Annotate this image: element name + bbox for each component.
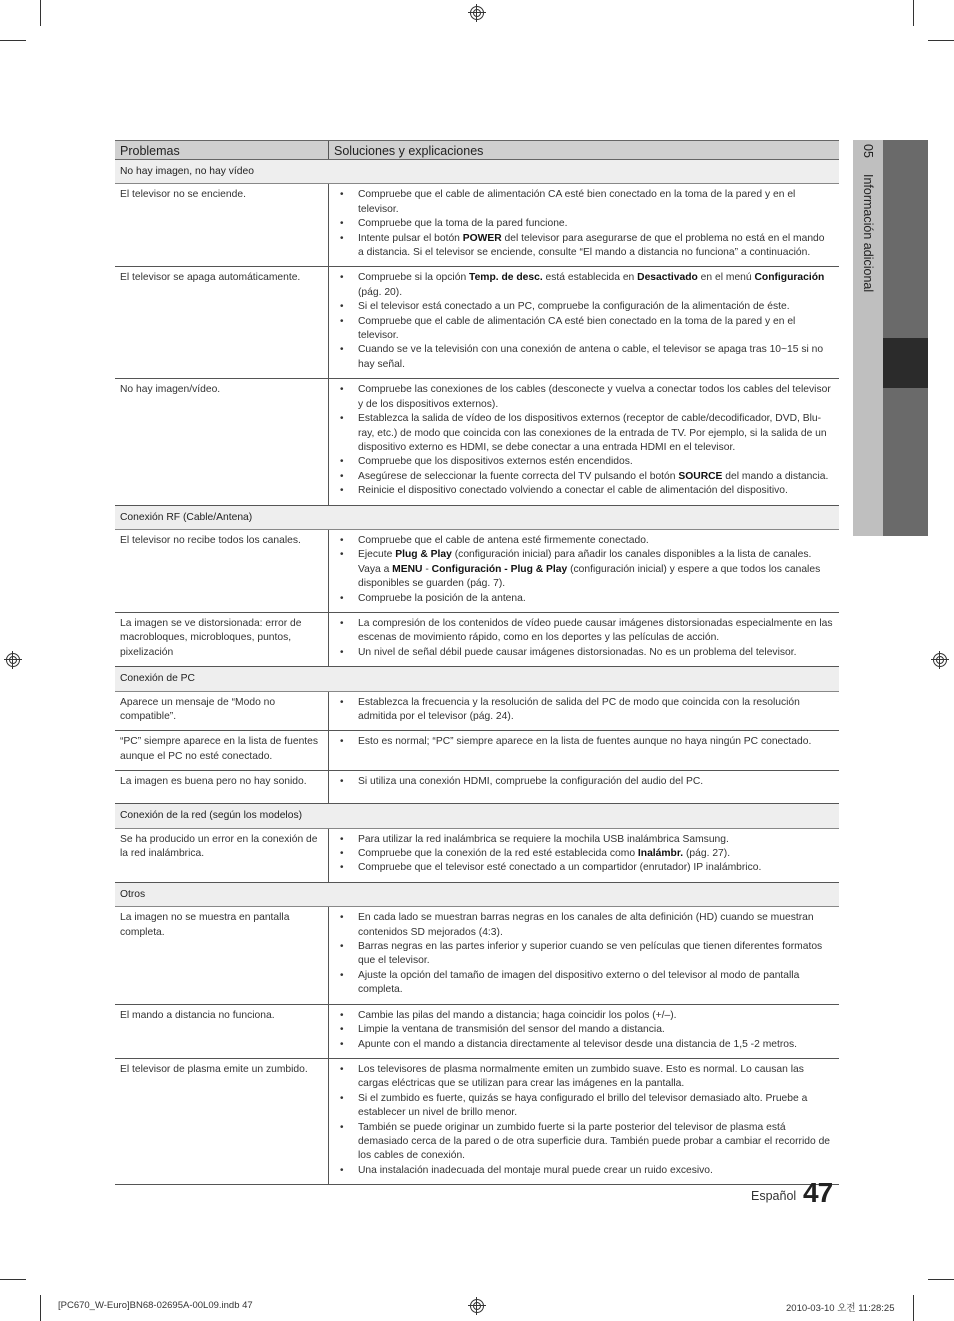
table-row [115, 184, 839, 267]
crop-mark [0, 40, 26, 41]
solutions-list [329, 696, 833, 725]
problem-cell: La imagen no se muestra en pantalla completa. [115, 907, 329, 1004]
crop-mark [928, 40, 954, 41]
chapter-tab-marker [883, 338, 928, 388]
solutions-list [329, 617, 833, 660]
solutions-cell [329, 379, 840, 505]
solution-item: • La compresión de los contenidos de vídeo puede causar imágenes distorsionadas especialmente en las escenas de movimiento rápido, como en los deportes y las películas de acción. [358, 617, 833, 646]
section-title: Conexión de la red (según los modelos) [115, 804, 839, 828]
section-title: Conexión RF (Cable/Antena) [115, 505, 839, 529]
solution-item: • Apunte con el mando a distancia directamente al televisor desde una distancia de 1,5 -2 metros. [358, 1038, 833, 1052]
section-header [115, 667, 839, 691]
registration-mark-icon [4, 651, 22, 669]
solution-item: • Asegúrese de seleccionar la fuente correcta del TV pulsando el botón SOURCE del mando a distancia. [358, 470, 833, 484]
section-header [115, 804, 839, 828]
table-row [115, 379, 839, 505]
solution-item: • En cada lado se muestran barras negras en los canales de alta definición (HD) cuando se muestran contenidos SD mejorados (4:3). [358, 911, 833, 940]
table-row [115, 731, 839, 771]
problem-cell: El televisor se apaga automáticamente. [115, 267, 329, 379]
problem-cell: No hay imagen/vídeo. [115, 379, 329, 505]
solutions-list [329, 1009, 833, 1052]
crop-mark [0, 1279, 26, 1280]
table-row [115, 267, 839, 379]
solution-item: • Compruebe si la opción Temp. de desc. está establecida en Desactivado en el menú Configuración (pág. 20). [358, 271, 833, 300]
chapter-tab [853, 140, 928, 536]
solutions-list [329, 735, 833, 749]
header-problems: Problemas [115, 141, 329, 160]
table-row [115, 691, 839, 731]
crop-mark [913, 1295, 914, 1321]
solutions-cell [329, 612, 840, 666]
footer-language: Español [751, 1189, 797, 1203]
table-row [115, 907, 839, 1004]
chapter-number: 05 [861, 144, 875, 158]
table-row [115, 828, 839, 882]
solutions-cell [329, 691, 840, 731]
solution-item: • Compruebe que el cable de alimentación CA esté bien conectado en la toma de la pared y en el televisor. [358, 188, 833, 217]
problem-cell: El televisor no se enciende. [115, 184, 329, 267]
solutions-list [329, 911, 833, 997]
section-header [115, 160, 839, 184]
solution-item: • Ejecute Plug & Play (configuración inicial) para añadir los canales disponibles a la lista de canales. Vaya a MENU - Configuración - Plug & Play (configuración inicial) y espere a que todos los canales disponibles se guarden (pág. 7). [358, 548, 833, 591]
solutions-list [329, 833, 833, 876]
header-solutions: Soluciones y explicaciones [329, 141, 840, 160]
solution-item: • Compruebe que el cable de antena esté firmemente conectado. [358, 534, 833, 548]
page-number: 47 [803, 1177, 833, 1208]
solution-item: • Intente pulsar el botón POWER del televisor para asegurarse de que el problema no está en el mando a distancia. Si el televisor se enciende, consulte “El mando a distancia no funciona” a continuación. [358, 232, 833, 261]
crop-mark [40, 1295, 41, 1321]
solutions-list [329, 1063, 833, 1178]
problem-cell: El mando a distancia no funciona. [115, 1004, 329, 1058]
solution-item: • Los televisores de plasma normalmente emiten un zumbido suave. Esto es normal. Lo causan las cargas eléctricas que se utilizan para crear las imágenes en la pantalla. [358, 1063, 833, 1092]
solutions-cell [329, 771, 840, 804]
registration-mark-icon [931, 651, 949, 669]
table-header [115, 141, 839, 160]
solutions-list [329, 383, 833, 498]
table-row [115, 1058, 839, 1184]
crop-mark [913, 0, 914, 26]
solutions-cell [329, 828, 840, 882]
table-row [115, 529, 839, 612]
solution-item: • Limpie la ventana de transmisión del sensor del mando a distancia. [358, 1023, 833, 1037]
solutions-list [329, 534, 833, 606]
chapter-title: Información adicional [861, 174, 875, 293]
solutions-list [329, 775, 833, 789]
solutions-cell [329, 1004, 840, 1058]
solutions-list [329, 188, 833, 260]
solution-item: • Si el televisor está conectado a un PC, compruebe la configuración de la alimentación de éste. [358, 300, 833, 314]
solutions-cell [329, 1058, 840, 1184]
file-info: [PC670_W-Euro]BN68-02695A-00L09.indb 47 [58, 1300, 253, 1311]
solutions-cell [329, 731, 840, 771]
solution-item: • Barras negras en las partes inferior y superior cuando se ven películas que tienen diferentes formatos que el televisor. [358, 940, 833, 969]
solution-item: • Compruebe que el cable de alimentación CA esté bien conectado en la toma de la pared y en el televisor. [358, 315, 833, 344]
section-title: Conexión de PC [115, 667, 839, 691]
problem-cell: Aparece un mensaje de “Modo no compatible”. [115, 691, 329, 731]
solution-item: • Compruebe las conexiones de los cables (desconecte y vuelva a conectar todos los cables del televisor y de los dispositivos externos). [358, 383, 833, 412]
solution-item: • Establezca la frecuencia y la resolución de salida del PC de modo que coincida con la resolución admitida por el televisor (pág. 24). [358, 696, 833, 725]
problem-cell: “PC” siempre aparece en la lista de fuentes aunque el PC no esté conectado. [115, 731, 329, 771]
solution-item: • Compruebe que la conexión de la red esté establecida como Inalámbr. (pág. 27). [358, 847, 833, 861]
solutions-cell [329, 907, 840, 1004]
table-row [115, 771, 839, 804]
solution-item: • Esto es normal; “PC” siempre aparece en la lista de fuentes aunque no haya ningún PC conectado. [358, 735, 833, 749]
problem-cell: Se ha producido un error en la conexión de la red inalámbrica. [115, 828, 329, 882]
solution-item: • Un nivel de señal débil puede causar imágenes distorsionadas. No es un problema del televisor. [358, 646, 833, 660]
table-row [115, 612, 839, 666]
print-timestamp: 2010-03-10 오전 11:28:25 [786, 1303, 895, 1314]
solution-item: • Compruebe que la toma de la pared funcione. [358, 217, 833, 231]
section-title: Otros [115, 882, 839, 906]
section-title: No hay imagen, no hay vídeo [115, 160, 839, 184]
section-header [115, 882, 839, 906]
solution-item: • Reinicie el dispositivo conectado volviendo a conectar el cable de alimentación del dispositivo. [358, 484, 833, 498]
table-row [115, 1004, 839, 1058]
solutions-list [329, 271, 833, 372]
solution-item: • Establezca la salida de vídeo de los dispositivos externos (receptor de cable/decodificador, DVD, Blu-ray, etc.) de modo que coincida con las conexiones de la entrada de TV. Por ejemplo, si la salida de un dispositivo externo es HDMI, se debe conectar a una entrada HDMI en el televisor. [358, 412, 833, 455]
solution-item: • Si el zumbido es fuerte, quizás se haya configurado el brillo del televisor demasiado alto. Pruebe a establecer un nivel de brillo menor. [358, 1092, 833, 1121]
solution-item: • Cambie las pilas del mando a distancia; haga coincidir los polos (+/–). [358, 1009, 833, 1023]
registration-mark-icon [468, 1297, 486, 1315]
registration-mark-icon [468, 4, 486, 22]
solution-item: • Para utilizar la red inalámbrica se requiere la mochila USB inalámbrica Samsung. [358, 833, 833, 847]
problem-cell: El televisor no recibe todos los canales. [115, 529, 329, 612]
solution-item: • También se puede originar un zumbido fuerte si la parte posterior del televisor de plasma está demasiado cerca de la pared o de otra superficie dura. También puede probar a cambiar el recorrido de los cables de conexión. [358, 1121, 833, 1164]
problem-cell: La imagen se ve distorsionada: error de macrobloques, microbloques, puntos, pixelización [115, 612, 329, 666]
problem-cell: La imagen es buena pero no hay sonido. [115, 771, 329, 804]
solutions-cell [329, 184, 840, 267]
troubleshooting-table [115, 140, 839, 1185]
solution-item: • Ajuste la opción del tamaño de imagen del dispositivo externo o del televisor al modo de pantalla completa. [358, 969, 833, 998]
crop-mark [40, 0, 41, 26]
solution-item: • Compruebe que el televisor esté conectado a un compartidor (enrutador) IP inalámbrico. [358, 861, 833, 875]
problem-cell: El televisor de plasma emite un zumbido. [115, 1058, 329, 1184]
crop-mark [928, 1279, 954, 1280]
solution-item: • Una instalación inadecuada del montaje mural puede crear un ruido excesivo. [358, 1164, 833, 1178]
solution-item: • Si utiliza una conexión HDMI, compruebe la configuración del audio del PC. [358, 775, 833, 789]
solution-item: • Compruebe que los dispositivos externos estén encendidos. [358, 455, 833, 469]
solution-item: • Cuando se ve la televisión con una conexión de antena o cable, el televisor se apaga tras 10~15 si no hay señal. [358, 343, 833, 372]
solution-item: • Compruebe la posición de la antena. [358, 592, 833, 606]
solutions-cell [329, 529, 840, 612]
solutions-cell [329, 267, 840, 379]
section-header [115, 505, 839, 529]
